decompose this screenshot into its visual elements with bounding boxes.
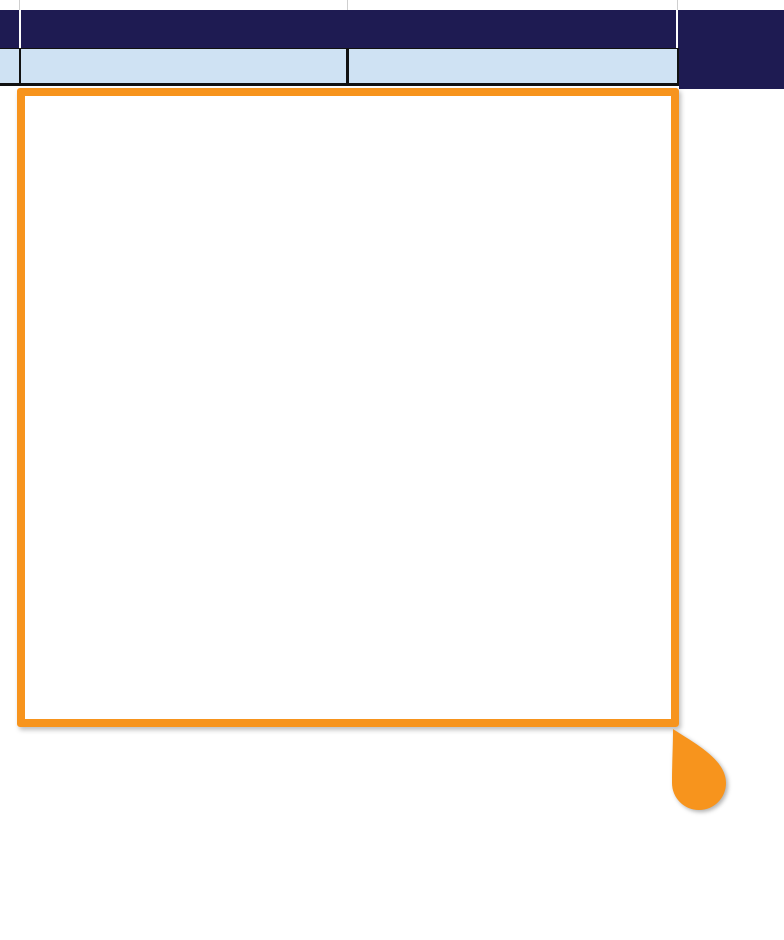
annotation-step-badge <box>670 727 728 813</box>
column-header-next-maintenance[interactable] <box>350 49 677 83</box>
gridline <box>677 0 678 10</box>
gridline <box>677 48 679 86</box>
column-header-last-maintenance[interactable] <box>21 49 346 83</box>
gridline <box>347 0 348 10</box>
merged-title-cell[interactable] <box>20 10 677 48</box>
teardrop-icon <box>670 727 728 813</box>
data-rows <box>17 88 679 727</box>
gridline <box>19 0 20 10</box>
navy-filler-block <box>679 48 784 89</box>
gridline <box>346 48 349 86</box>
